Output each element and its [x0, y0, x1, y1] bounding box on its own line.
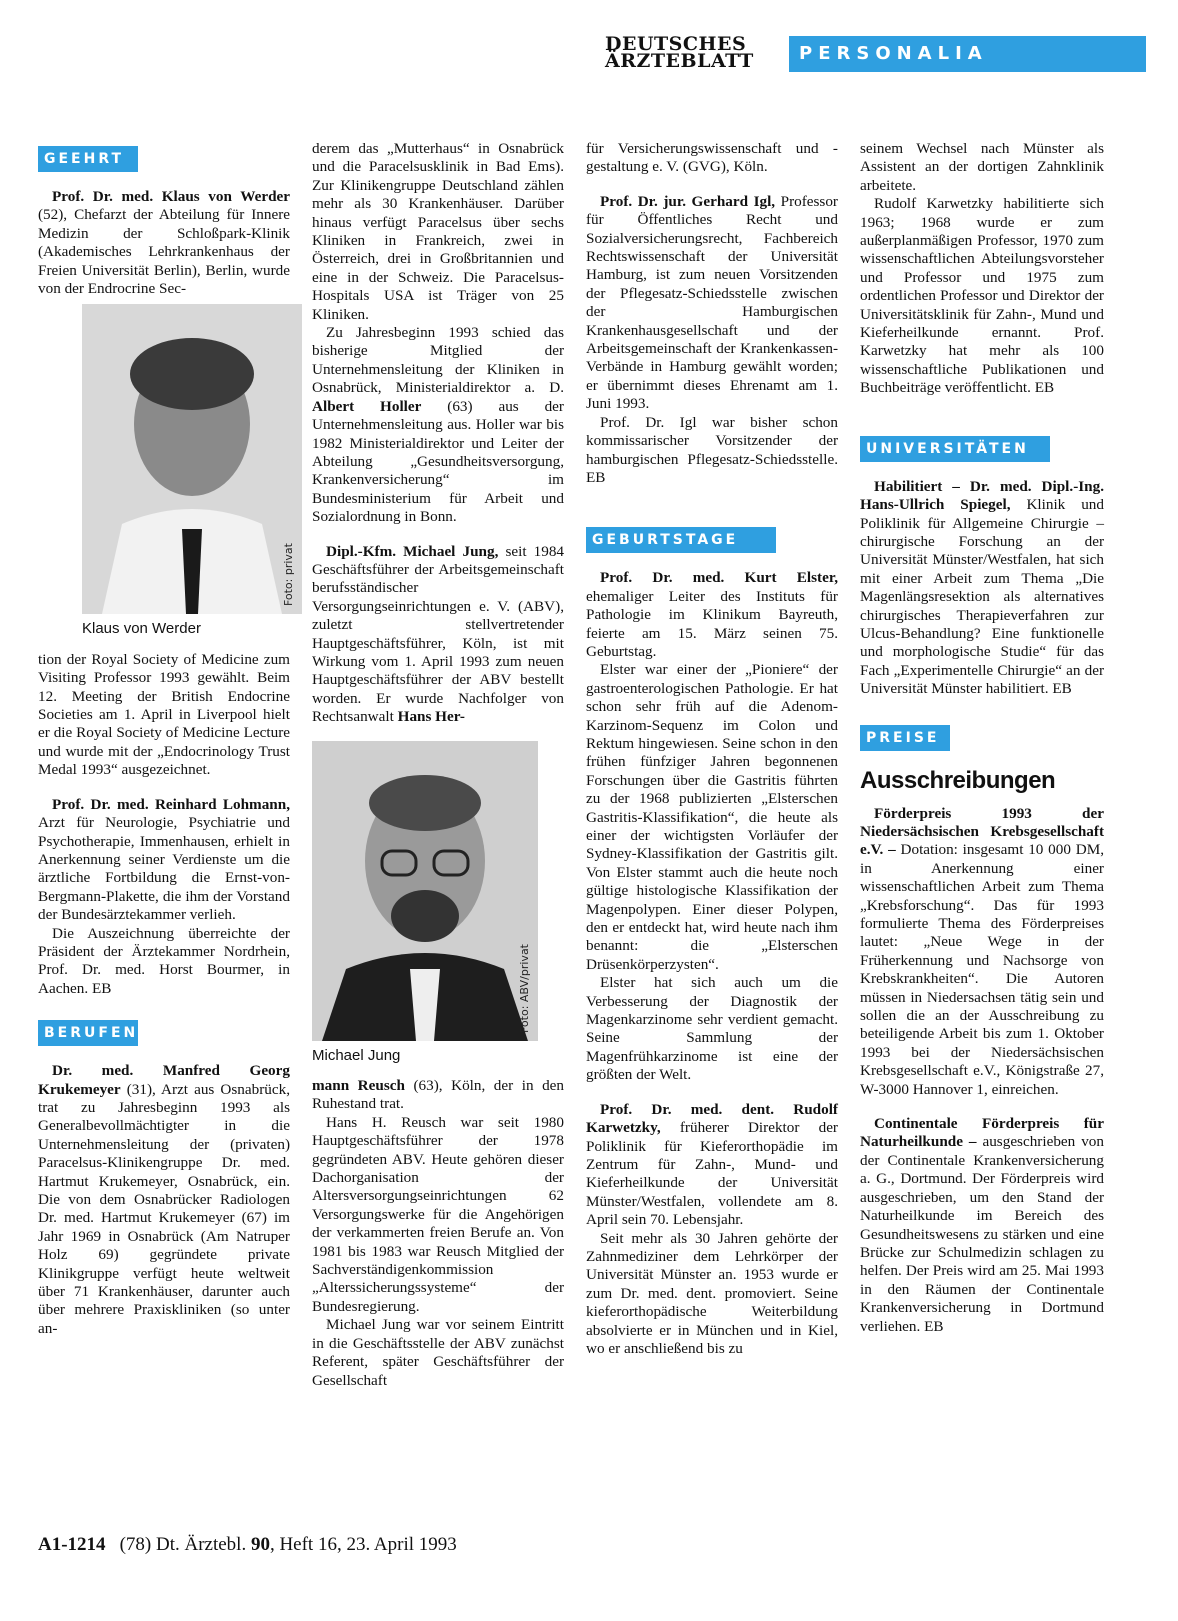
photo-credit-jung: Foto: ABV/privat — [517, 943, 531, 1033]
holler-intro: Zu Jahresbeginn 1993 schied das bisherige Mitglied der Unternehmensleitung der Kliniken in Osnabrück, Ministerialdirektor a. D. — [312, 324, 564, 397]
volume-number: 90 — [250, 1534, 270, 1555]
werder-text: (52), Chefarzt der Abteilung für Innere Medizin der Schloßpark-Klinik (Akademisches Lehrkrankenhaus der Freien Universität Berlin), Berlin, wurde von der Endrocrine Sec- — [38, 206, 290, 298]
photo-klaus-von-werder — [82, 304, 302, 614]
werder-paragraph — [38, 188, 290, 298]
continentale-text: ausgeschrieben von der Continentale Krankenversicherung a. G., Dortmund. Der Förderpreis wird ausgeschrieben, um den Stand der Naturheilkunde im Bereich des Gesundheitswesens zu stärken und eine Brücke zur Schulmedizin schlagen zu helfen. Der Preis wird am 25. Mai 1993 in den Räumen der Continentale Krankenversicherung in Dortmund verliehen. EB — [860, 1133, 1104, 1335]
elster-paragraph-3: Elster hat sich auch um die Verbesserung der Diagnostik der Magenkarzinome sehr verdient gemacht. Seine Sammlung der Magenfrühkarzinome ist eine der größten der Welt. — [586, 974, 838, 1084]
werder-name: Prof. Dr. med. Klaus von Werder — [52, 188, 290, 205]
krukemeyer-paragraph — [38, 1062, 290, 1338]
karwetzky-paragraph — [586, 1101, 838, 1230]
foerderpreis-text: Dotation: insgesamt 10 000 DM, in Anerkennung einer wissenschaftlichen Arbeit zum Thema „Krebsforschung“. Das für 1993 formulierte Thema des Förderpreises lautet: „Neue Wege in der Früherkennung und Nachsorge von Krebskrankheiten“. Die Autoren müssen in Niedersachsen tätig sein und sollen die an der Ausschreibung zu beteiligende Arbeit bis zum 1. Oktober 1993 bei der Niedersächsischen Krebsgesellschaft e.V., Königstraße 27, W-3000 Hannover 1, einreichen. — [860, 841, 1105, 1098]
spiegel-paragraph — [860, 478, 1104, 699]
werder-paragraph-2: tion der Royal Society of Medicine zum Visiting Professor 1993 gewählt. Beim 12. Meeting der British Endocrine Societies am 1. April in Liverpool hielt er die Royal Society of Medicine Lecture und wurde mit der „Endocrinology Trust Medal 1993“ ausgezeichnet. — [38, 650, 290, 779]
lohmann-name: Prof. Dr. med. Reinhard Lohmann, — [52, 795, 290, 813]
paracelsus-paragraph: derem das „Mutterhaus“ in Osnabrück und die Paracelsusklinik in Bad Ems). Zur Klinikengruppe Deutschland zählen mehr als 30 Krankenhäuser. Darüber hinaus verfügt Paracelsus über sechs Kliniken in Frankreich, zwei in Österreich, drei in Großbritannien und eine in der Schweiz. Die Paracelsus-Hospitals USA ist Träger von 25 Kliniken. — [312, 140, 564, 323]
igl-text: Professor für Öffentliches Recht und Sozialversicherungsrecht, Fachbereich Rechtswissenschaft der Universität Hamburg, ist zum neuen Vorsitzenden der Pflegesatz-Schiedsstelle zwischen der Hamburgischen Krankenhausgesellschaft und der Arbeitsgemeinschaft der Krankenkassen-Verbände in Hamburg gewählt worden; er übernimmt dieses Ehrenamt am 1. Juni 1993. — [586, 192, 838, 413]
reusch-text: (63), Köln, der in den Ruhestand trat. — [312, 1077, 564, 1113]
karwetzky-name: Prof. Dr. med. dent. Rudolf Karwetzky, — [586, 1100, 838, 1137]
portrait-werder — [82, 304, 302, 614]
column-2 — [312, 140, 564, 1390]
citation-text: (78) Dt. Ärztebl. — [119, 1534, 247, 1555]
rubric-band: PERSONALIA — [789, 36, 1146, 72]
column-4 — [860, 140, 1104, 1336]
lohmann-text: Arzt für Neurologie, Psychiatrie und Psychotherapie, Immenhausen, erhielt in Anerkennung seiner Verdienste um die ärztliche Fortbildung die Ernst-von-Bergmann-Plakette, die ihm der Vorstand der Bundesärztekammer verlieh. — [38, 814, 290, 924]
elster-paragraph — [586, 569, 838, 661]
headline-ausschreibungen: Ausschreibungen — [860, 766, 1056, 794]
karwetzky-text: früherer Direktor der Poliklinik für Kieferorthopädie im Zentrum für Zahn-, Mund- und Kieferheilkunde der Universität Münster/Westfalen, vollendete am 8. April sein 70. Lebensjahr. — [586, 1119, 838, 1229]
jung-name: Dipl.-Kfm. Michael Jung, — [326, 542, 499, 560]
krukemeyer-name: Dr. med. Manfred Georg Krukemeyer — [38, 1062, 290, 1098]
holler-paragraph — [312, 324, 564, 526]
section-geehrt: GEEHRT — [38, 146, 138, 172]
reusch-name-part-2: mann Reusch — [312, 1077, 405, 1094]
karwetzky-paragraph-2: Seit mehr als 30 Jahren gehörte der Zahnmediziner dem Lehrkörper der Universität Münster an. 1953 wurde er zum Dr. med. dent. promoviert. Seine kieferorthopädische Weiterbildung absolvierte er in München und in Kiel, wo er anschließend bis zu — [586, 1229, 838, 1357]
igl-name: Prof. Dr. jur. Gerhard Igl, — [600, 192, 776, 210]
jung-paragraph-2: Michael Jung war vor seinem Eintritt in die Geschäftsstelle der ABV zunächst Referent, später Geschäftsführer der Gesellschaft — [312, 1316, 564, 1389]
portrait-jung — [312, 741, 538, 1041]
masthead-logo — [605, 33, 754, 72]
caption-jung: Michael Jung — [312, 1046, 401, 1064]
gvg-paragraph: für Versicherungswissenschaft und -gestaltung e. V. (GVG), Köln. — [586, 140, 838, 176]
page-number: A1-1214 — [38, 1534, 106, 1555]
photo-michael-jung — [312, 741, 538, 1041]
column-1 — [38, 140, 295, 1338]
spiegel-text: Klinik und Poliklinik für Allgemeine Chirurgie – chirurgische Forschung an der Universität Münster/Westfalen, hat sich mit einer Arbeit zum Thema „Die Magenlängsresektion als alternatives chirurgisches Therapieverfahren zur Ulcus-Behandlung? Eine funktionelle und morphologische Studie“ für das Fach „Experimentelle Chirurgie“ an der Universität Münster habilitiert. EB — [860, 496, 1104, 698]
section-geburtstage: GEBURTSTAGE — [586, 527, 776, 553]
citation-issue: , Heft 16, 23. April 1993 — [269, 1534, 457, 1555]
elster-name: Prof. Dr. med. Kurt Elster, — [600, 569, 838, 587]
continentale-paragraph — [860, 1115, 1104, 1336]
continentale-name: Continentale Förderpreis für Naturheilkunde – — [860, 1115, 1104, 1151]
elster-paragraph-2: Elster war einer der „Pioniere“ der gastroenterologischen Pathologie. Er hat schon sehr früh auf die Adenom-Karzinom-Sequenz im Colon und Rektum hingewiesen. Seine schon in den frühen fünfziger Jahren begonnenen Forschungen über die Gastritis führten zu der 1968 publizierten „Elsterschen Gastritis-Klassifikation“, die heute als einer der wichtigsten Vorläufer der Sydney-Klassifikation der Gastritis gilt. Von Elster stammt auch die heute noch gültige histologische Klassifikation der Magenpolypen. Einer dieser Polypen, den er entdeckt hat, wird heute nach ihm benannt: die „Elsterschen Drüsenkörperzysten“. — [586, 661, 838, 973]
section-berufen: BERUFEN — [38, 1020, 138, 1046]
reusch-paragraph — [312, 1077, 564, 1114]
holler-name: Albert Holler — [312, 397, 422, 415]
jung-paragraph — [312, 543, 564, 727]
krukemeyer-text: (31), Arzt aus Osnabrück, trat zu Jahresbeginn 1993 als Generalbevollmächtigter in die Unternehmensleitung der (privaten) Paracelsus-Klinikengruppe Dr. med. Hartmut Krukemeyer, Osnabrück, ein. Die von dem Osnabrücker Radiologen Dr. med. Hartmut Krukemeyer (67) im Jahr 1969 in Osnabrück (Am Natruper Holz 69) gegründete private Klinikgruppe verfügt heute weltweit über 71 Krankenhäuser, darunter auch über mehrere Praxiskliniken (so unter an- — [38, 1080, 290, 1337]
spiegel-name: Habilitiert – Dr. med. Dipl.-Ing. Hans-Ullrich Spiegel, — [860, 477, 1104, 514]
photo-credit-werder: Foto: privat — [281, 543, 295, 607]
igl-paragraph — [586, 193, 838, 414]
karwetzky-paragraph-4: Rudolf Karwetzky habilitierte sich 1963; 1968 wurde er zum außerplanmäßigen Professor, 1970 zum wissenschaftlichen Abteilungsvorsteher und Professor und 1975 zum ordentlichen Professor und Direktor der Universitätsklinik für Zahn-, Mund und Kieferheilkunde ernannt. Prof. Karwetzky hat mehr als 100 wissenschaftliche Publikationen und Buchbeiträge veröffentlicht. EB — [860, 195, 1104, 397]
lohmann-paragraph — [38, 796, 290, 925]
section-universitaeten: UNIVERSITÄTEN — [860, 436, 1050, 462]
page-footer — [38, 1534, 457, 1556]
reusch-paragraph-2: Hans H. Reusch war seit 1980 Hauptgeschäftsführer der 1978 gegründeten ABV. Heute gehören dieser Dachorganisation der Altersversorgungseinrichtungen 62 Versorgungswerke für die Angehörigen der verkammerten freien Berufe an. Von 1981 bis 1983 war Reusch Mitglied der Sachverständigenkommission „Alterssicherungssysteme“ der Bundesregierung. — [312, 1113, 564, 1315]
reusch-name-part-1: Hans Her- — [397, 708, 465, 726]
foerderpreis-paragraph — [860, 805, 1104, 1100]
elster-text: ehemaliger Leiter des Instituts für Pathologie im Klinikum Bayreuth, feierte am 15. März seinen 75. Geburtstag. — [586, 587, 838, 660]
jung-text: seit 1984 Geschäftsführer der Arbeitsgemeinschaft berufsständischer Versorgungseinrichtungen e. V. (ABV), zuletzt stellvertretender Hauptgeschäftsführer, Köln, ist mit Wirkung vom 1. April 1993 zum neuen Hauptgeschäftsführer der ABV bestellt worden. Er wurde Nachfolger von Rechtsanwalt — [312, 542, 565, 726]
lohmann-paragraph-2: Die Auszeichnung überreichte der Präsident der Ärztekammer Nordrhein, Prof. Dr. med. Horst Bourmer, in Aachen. EB — [38, 924, 290, 997]
foerderpreis-name: Förderpreis 1993 der Niedersächsischen Krebsgesellschaft e.V. – — [860, 804, 1104, 859]
logo-line-1: DEUTSCHES — [605, 33, 747, 55]
column-3 — [586, 140, 838, 1358]
logo-line-2: ÄRZTEBLATT — [605, 50, 754, 72]
holler-text: (63) aus der Unternehmensleitung aus. Holler war bis 1982 Ministerialdirektor und Leiter der Abteilung „Gesundheitsversorgung, Krankenversicherung“ im Bundesministerium für Arbeit und Sozialordnung in Bonn. — [312, 397, 564, 526]
section-preise: PREISE — [860, 725, 950, 751]
igl-paragraph-2: Prof. Dr. Igl war bisher schon kommissarischer Vorsitzender der hamburgischen Pflegesatz-Schiedsstelle. EB — [586, 413, 838, 486]
karwetzky-paragraph-3: seinem Wechsel nach Münster als Assistent an der dortigen Zahnklinik arbeitete. — [860, 140, 1104, 194]
caption-werder: Klaus von Werder — [82, 620, 201, 638]
